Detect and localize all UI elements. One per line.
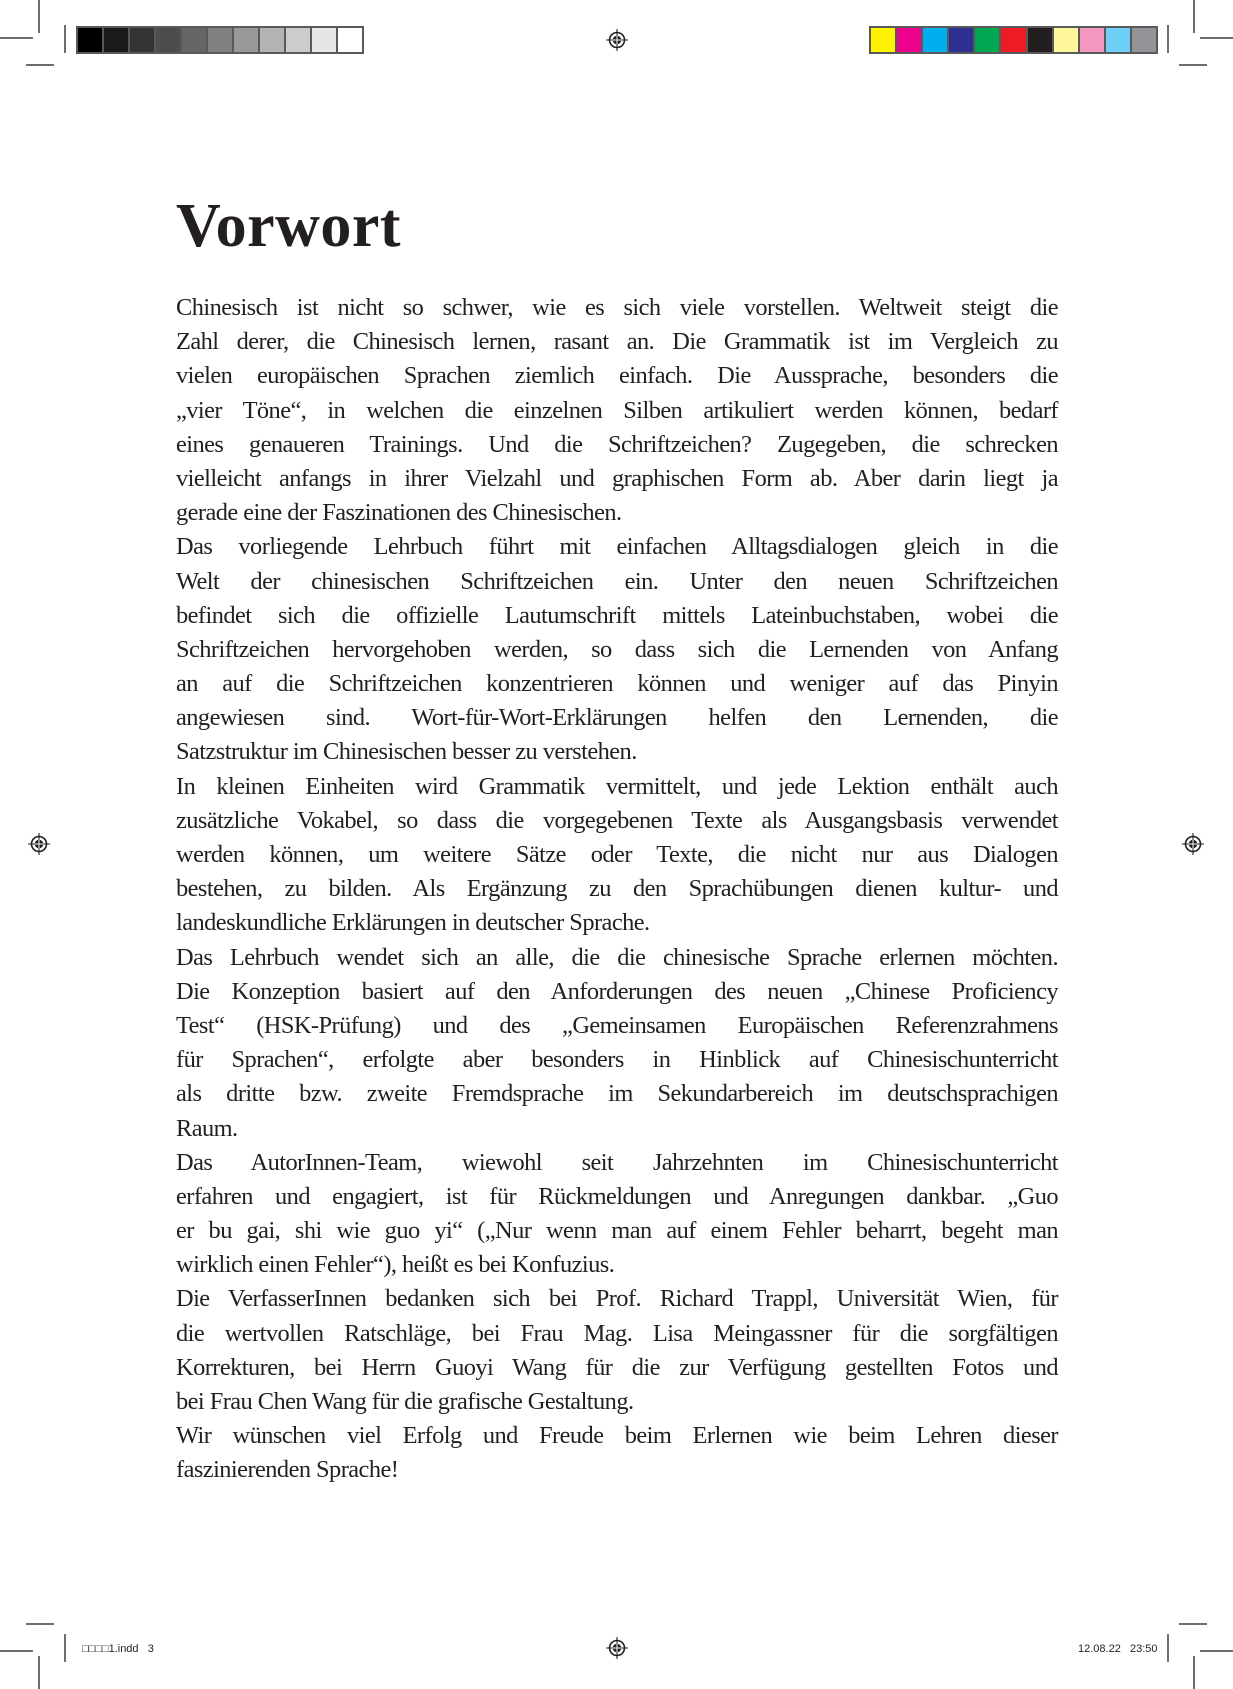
text-line: an auf die Schriftzeichen konzentrieren können und weniger auf das Pinyin xyxy=(176,670,1058,698)
crop-mark-top-right-h2 xyxy=(1179,64,1207,66)
crop-mark-bottom-left-h xyxy=(0,1650,33,1652)
color-swatch xyxy=(923,28,949,52)
text-line: gerade eine der Faszinationen des Chinesischen. xyxy=(176,499,622,527)
text-line: Test“ (HSK-Prüfung) und des „Gemeinsamen Europäischen Referenzrahmens xyxy=(176,1011,1058,1039)
color-swatch xyxy=(949,28,975,52)
text-line: faszinierenden Sprache! xyxy=(176,1456,399,1484)
text-line: erfahren und engagiert, ist für Rückmeldungen und Anregungen dankbar. „Guo xyxy=(176,1182,1058,1210)
text-line: eines genaueren Trainings. Und die Schriftzeichen? Zugegeben, die schrecken xyxy=(176,430,1058,458)
paragraph xyxy=(176,770,1058,941)
crop-mark-top-left-v xyxy=(38,0,40,33)
paragraph xyxy=(176,1282,1058,1419)
text-line: In kleinen Einheiten wird Grammatik vermittelt, und jede Lektion enthält auch xyxy=(176,772,1058,800)
text-line: Das AutorInnen-Team, wiewohl seit Jahrzehnten im Chinesischunterricht xyxy=(176,1148,1058,1176)
slug-tick-top-left xyxy=(64,25,66,53)
registration-mark-icon xyxy=(606,29,628,51)
text-line: Satzstruktur im Chinesischen besser zu verstehen. xyxy=(176,738,637,766)
color-swatch xyxy=(1001,28,1027,52)
text-line: Zahl derer, die Chinesisch lernen, rasant an. Die Grammatik ist im Vergleich zu xyxy=(176,328,1058,356)
paragraph xyxy=(176,291,1058,530)
grayscale-swatch xyxy=(130,28,156,52)
text-line: befindet sich die offizielle Lautumschrift mittels Lateinbuchstaben, wobei die xyxy=(176,601,1058,629)
crop-mark-bottom-left-v xyxy=(38,1656,40,1689)
color-swatch xyxy=(1080,28,1106,52)
text-line: er bu gai, shi wie guo yi“ („Nur wenn man auf einem Fehler beharrt, begeht man xyxy=(176,1217,1058,1245)
color-swatch xyxy=(975,28,1001,52)
slug-tick-bottom-left xyxy=(64,1634,66,1662)
text-line: Raum. xyxy=(176,1114,238,1142)
preface-body xyxy=(176,291,1058,1488)
grayscale-swatch xyxy=(234,28,260,52)
paragraph xyxy=(176,941,1058,1146)
text-line: Chinesisch ist nicht so schwer, wie es sich viele vorstellen. Weltweit steigt die xyxy=(176,294,1058,321)
text-line: Das vorliegende Lehrbuch führt mit einfachen Alltagsdialogen gleich in die xyxy=(176,533,1058,561)
crop-mark-top-right-v xyxy=(1193,0,1195,33)
slug-file-info: □□□□1.indd 3 xyxy=(82,1643,154,1655)
slug-tick-bottom-right xyxy=(1167,1634,1169,1662)
text-line: die wertvollen Ratschläge, bei Frau Mag. Lisa Meingassner für die sorgfältigen xyxy=(176,1319,1058,1347)
grayscale-swatch xyxy=(104,28,130,52)
text-line: angewiesen sind. Wort-für-Wort-Erklärungen helfen den Lernenden, die xyxy=(176,704,1058,732)
paragraph xyxy=(176,1146,1058,1283)
text-line: Wir wünschen viel Erfolg und Freude beim Erlernen wie beim Lehren dieser xyxy=(176,1422,1058,1450)
grayscale-swatch xyxy=(286,28,312,52)
slug-tick-top-right xyxy=(1167,25,1169,53)
color-swatch xyxy=(1106,28,1132,52)
text-line: Die Konzeption basiert auf den Anforderungen des neuen „Chinese Proficiency xyxy=(176,977,1058,1005)
color-swatch xyxy=(897,28,923,52)
crop-mark-top-left-h2 xyxy=(26,64,54,66)
registration-mark-icon xyxy=(606,1637,628,1659)
text-line: vielen europäischen Sprachen ziemlich einfach. Die Aussprache, besonders die xyxy=(176,362,1058,390)
text-line: für Sprachen“, erfolgte aber besonders in Hinblick auf Chinesischunterricht xyxy=(176,1046,1058,1074)
page-title: Vorwort xyxy=(176,192,402,260)
crop-mark-top-right-h xyxy=(1200,37,1233,39)
color-swatch xyxy=(1132,28,1156,52)
paragraph xyxy=(176,1419,1058,1487)
text-line: „vier Töne“, in welchen die einzelnen Silben artikuliert werden können, bedarf xyxy=(176,396,1058,424)
text-line: Die VerfasserInnen bedanken sich bei Prof. Richard Trappl, Universität Wien, für xyxy=(176,1285,1058,1313)
grayscale-swatch xyxy=(182,28,208,52)
crop-mark-bottom-left-h2 xyxy=(26,1623,54,1625)
grayscale-swatch xyxy=(78,28,104,52)
text-line: Das Lehrbuch wendet sich an alle, die die chinesische Sprache erlernen möchten. xyxy=(176,943,1058,971)
text-line: zusätzliche Vokabel, so dass die vorgegebenen Texte als Ausgangsbasis verwendet xyxy=(176,806,1058,834)
text-line: Korrekturen, bei Herrn Guoyi Wang für die zur Verfügung gestellten Fotos und xyxy=(176,1353,1058,1381)
grayscale-swatch xyxy=(338,28,362,52)
grayscale-swatch xyxy=(260,28,286,52)
text-line: landeskundliche Erklärungen in deutscher Sprache. xyxy=(176,909,650,937)
text-line: bei Frau Chen Wang für die grafische Gestaltung. xyxy=(176,1388,634,1415)
color-control-strip xyxy=(869,26,1158,54)
crop-mark-bottom-right-h2 xyxy=(1179,1623,1207,1625)
text-line: werden können, um weitere Sätze oder Texte, die nicht nur aus Dialogen xyxy=(176,841,1058,868)
text-line: Welt der chinesischen Schriftzeichen ein. Unter den neuen Schriftzeichen xyxy=(176,567,1058,595)
text-line: vielleicht anfangs in ihrer Vielzahl und graphischen Form ab. Aber darin liegt ja xyxy=(176,464,1058,492)
color-swatch xyxy=(1054,28,1080,52)
color-swatch xyxy=(1028,28,1054,52)
grayscale-control-strip xyxy=(76,26,364,54)
grayscale-swatch xyxy=(208,28,234,52)
text-line: bestehen, zu bilden. Als Ergänzung zu den Sprachübungen dienen kultur- und xyxy=(176,875,1058,903)
grayscale-swatch xyxy=(156,28,182,52)
grayscale-swatch xyxy=(312,28,338,52)
crop-mark-top-left-h xyxy=(0,37,33,39)
color-swatch xyxy=(871,28,897,52)
text-line: Schriftzeichen hervorgehoben werden, so dass sich die Lernenden von Anfang xyxy=(176,635,1058,663)
crop-mark-bottom-right-h xyxy=(1200,1650,1233,1652)
crop-mark-bottom-right-v xyxy=(1193,1656,1195,1689)
registration-mark-icon xyxy=(28,833,50,855)
paragraph xyxy=(176,530,1058,769)
text-line: wirklich einen Fehler“), heißt es bei Konfuzius. xyxy=(176,1251,615,1279)
text-line: als dritte bzw. zweite Fremdsprache im Sekundarbereich im deutschsprachigen xyxy=(176,1080,1058,1108)
slug-timestamp: 12.08.22 23:50 xyxy=(1078,1643,1158,1655)
registration-mark-icon xyxy=(1182,833,1204,855)
